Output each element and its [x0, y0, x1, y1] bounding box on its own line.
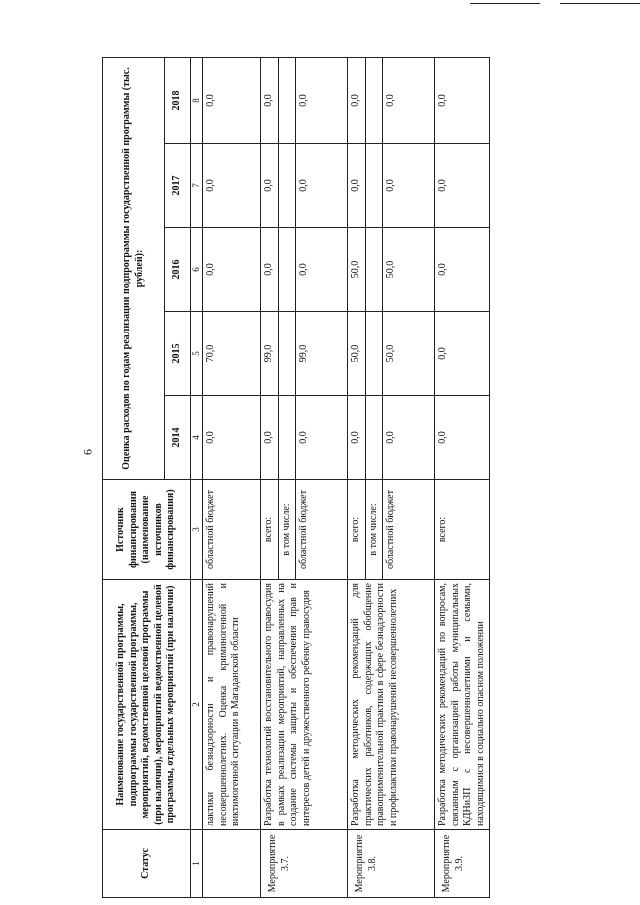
- value-cell: 0,0: [348, 144, 366, 228]
- scan-mark-left: [470, 3, 540, 4]
- header-estimate: Оценка расходов по годам реализации подпрограммы государственной программы (тыс. рублей):: [103, 57, 165, 479]
- value-cell: [365, 57, 383, 143]
- value-cell: 0,0: [203, 57, 261, 143]
- funding-source: в том числе:: [278, 480, 296, 580]
- funding-source: областной бюджет: [203, 480, 261, 580]
- rotated-table-wrapper: [102, 58, 486, 898]
- column-number: 7: [191, 144, 203, 228]
- header-year: 2016: [165, 228, 191, 312]
- column-number: 5: [191, 312, 203, 396]
- column-number: 1: [191, 830, 203, 898]
- budget-table: [102, 57, 490, 898]
- value-cell: 50,0: [348, 312, 366, 396]
- value-cell: 99,0: [296, 312, 348, 396]
- funding-source: областной бюджет: [383, 480, 435, 580]
- value-cell: 0,0: [203, 144, 261, 228]
- funding-source: всего:: [348, 480, 366, 580]
- value-cell: 99,0: [261, 312, 279, 396]
- header-year: 2014: [165, 396, 191, 480]
- value-cell: [365, 228, 383, 312]
- header-year: 2017: [165, 144, 191, 228]
- value-cell: [365, 312, 383, 396]
- value-cell: 0,0: [261, 228, 279, 312]
- value-cell: 0,0: [296, 144, 348, 228]
- status-cell: Мероприятие 3.9.: [435, 830, 490, 898]
- value-cell: [278, 228, 296, 312]
- funding-source: в том числе:: [365, 480, 383, 580]
- column-number: 2: [191, 580, 203, 830]
- value-cell: 0,0: [296, 396, 348, 480]
- value-cell: 0,0: [435, 57, 490, 143]
- value-cell: [278, 396, 296, 480]
- value-cell: 0,0: [435, 312, 490, 396]
- value-cell: 0,0: [261, 57, 279, 143]
- header-status: Статус: [103, 830, 191, 898]
- scan-mark-right: [560, 3, 640, 4]
- value-cell: 0,0: [261, 396, 279, 480]
- measure-name: Разработка технологий восстановительного правосудия в рамках реализации мероприятий, направленных на создание системы защиты и обеспечения прав и интересов детей и дружественного ребенку правосудия: [261, 580, 348, 830]
- value-cell: [278, 57, 296, 143]
- value-cell: 0,0: [348, 396, 366, 480]
- value-cell: 0,0: [435, 396, 490, 480]
- measure-name: Разработка методических рекомендаций для практических работников, содержащих обобщение правоприменительной практики в сфере безнадзорности и профилактики правонарушений несовершеннолетних: [348, 580, 435, 830]
- status-cell: [203, 830, 261, 898]
- value-cell: 0,0: [203, 228, 261, 312]
- value-cell: 0,0: [261, 144, 279, 228]
- header-source: Источник финансирования (наименование источников финансирования): [103, 480, 191, 580]
- funding-source: всего:: [261, 480, 279, 580]
- value-cell: [365, 396, 383, 480]
- status-cell: Мероприятие 3.8.: [348, 830, 435, 898]
- page-number: 6: [80, 449, 95, 455]
- value-cell: 70,0: [203, 312, 261, 396]
- value-cell: [365, 144, 383, 228]
- value-cell: 0,0: [348, 57, 366, 143]
- value-cell: 0,0: [296, 228, 348, 312]
- column-number: 8: [191, 57, 203, 143]
- value-cell: 0,0: [435, 228, 490, 312]
- value-cell: 0,0: [383, 57, 435, 143]
- status-cell: Мероприятие 3.7.: [261, 830, 348, 898]
- value-cell: 0,0: [296, 57, 348, 143]
- value-cell: 0,0: [203, 396, 261, 480]
- measure-name: лактики безнадзорности и правонарушений несовершеннолетних. Оценка криминогенной и виктимогенной ситуации в Магаданской области: [203, 580, 261, 830]
- header-year: 2018: [165, 57, 191, 143]
- value-cell: 0,0: [383, 396, 435, 480]
- value-cell: [278, 144, 296, 228]
- column-number: 4: [191, 396, 203, 480]
- value-cell: 50,0: [348, 228, 366, 312]
- value-cell: [278, 312, 296, 396]
- value-cell: 0,0: [383, 144, 435, 228]
- funding-source: всего:: [435, 480, 490, 580]
- measure-name: Разработка методических рекомендаций по вопросам, связанным с организацией работы муниципальных КДНиЗП с несовершеннолетними и семьями, находящимися в социально опасном положении: [435, 580, 490, 830]
- value-cell: 50,0: [383, 312, 435, 396]
- value-cell: 0,0: [435, 144, 490, 228]
- column-number: 6: [191, 228, 203, 312]
- value-cell: 50,0: [383, 228, 435, 312]
- header-name: Наименование государственной программы, подпрограммы государственной программы, мероприятий, ведомственной целевой программы (при наличии), мероприятий ведомственной целевой программы, отдельных мероприятий (при наличии): [103, 580, 191, 830]
- header-year: 2015: [165, 312, 191, 396]
- column-number: 3: [191, 480, 203, 580]
- funding-source: областной бюджет: [296, 480, 348, 580]
